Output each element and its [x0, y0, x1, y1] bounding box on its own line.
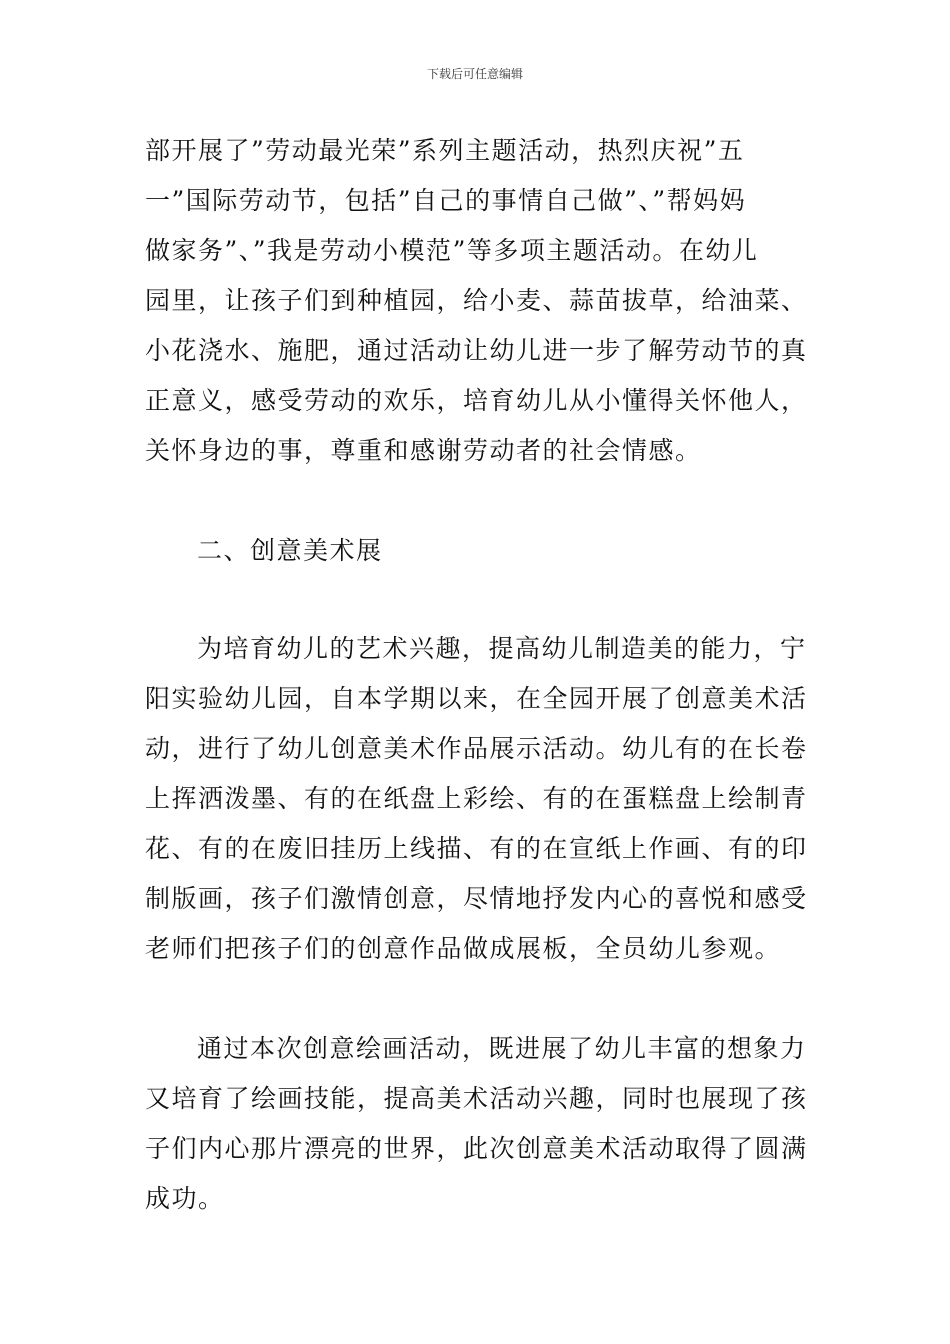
paragraph-line: 又培育了绘画技能，提高美术活动兴趣，同时也展现了孩	[145, 1084, 808, 1113]
paragraph-line: 部开展了”劳动最光荣”系列主题活动，热烈庆祝”五	[145, 136, 745, 165]
paragraph-line: 上挥洒泼墨、有的在纸盘上彩绘、有的在蛋糕盘上绘制青	[145, 784, 808, 813]
paragraph-line: 子们内心那片漂亮的世界，此次创意美术活动取得了圆满	[145, 1134, 808, 1163]
paragraph-line: 关怀身边的事，尊重和感谢劳动者的社会情感。	[145, 436, 702, 465]
paragraph-line: 动，进行了幼儿创意美术作品展示活动。幼儿有的在长卷	[145, 734, 808, 763]
paragraph-line: 正意义，感受劳动的欢乐，培育幼儿从小懂得关怀他人，	[145, 386, 808, 415]
paragraph-line: 园里，让孩子们到种植园，给小麦、蒜苗拔草，给油菜、	[145, 286, 808, 315]
paragraph-line: 小花浇水、施肥，通过活动让幼儿进一步了解劳动节的真	[145, 336, 808, 365]
header-note: 下载后可任意编辑	[426, 67, 523, 81]
paragraph-line: 做家务”、”我是劳动小模范”等多项主题活动。在幼儿	[145, 236, 759, 265]
paragraph-line: 制版画，孩子们激情创意，尽情地抒发内心的喜悦和感受	[145, 884, 808, 913]
paragraph-line: 阳实验幼儿园，自本学期以来，在全园开展了创意美术活	[145, 684, 808, 713]
paragraph-line: 成功。	[145, 1184, 225, 1213]
paragraph-line: 老师们把孩子们的创意作品做成展板，全员幼儿参观。	[145, 934, 782, 963]
paragraph-line: 一”国际劳动节，包括”自己的事情自己做”、”帮妈妈	[145, 186, 747, 215]
paragraph-line: 花、有的在废旧挂历上线描、有的在宣纸上作画、有的印	[145, 834, 808, 863]
paragraph-line: 为培育幼儿的艺术兴趣，提高幼儿制造美的能力，宁	[197, 634, 807, 663]
paragraph-line: 通过本次创意绘画活动，既进展了幼儿丰富的想象力	[197, 1034, 807, 1063]
section-heading: 二、创意美术展	[197, 536, 383, 565]
